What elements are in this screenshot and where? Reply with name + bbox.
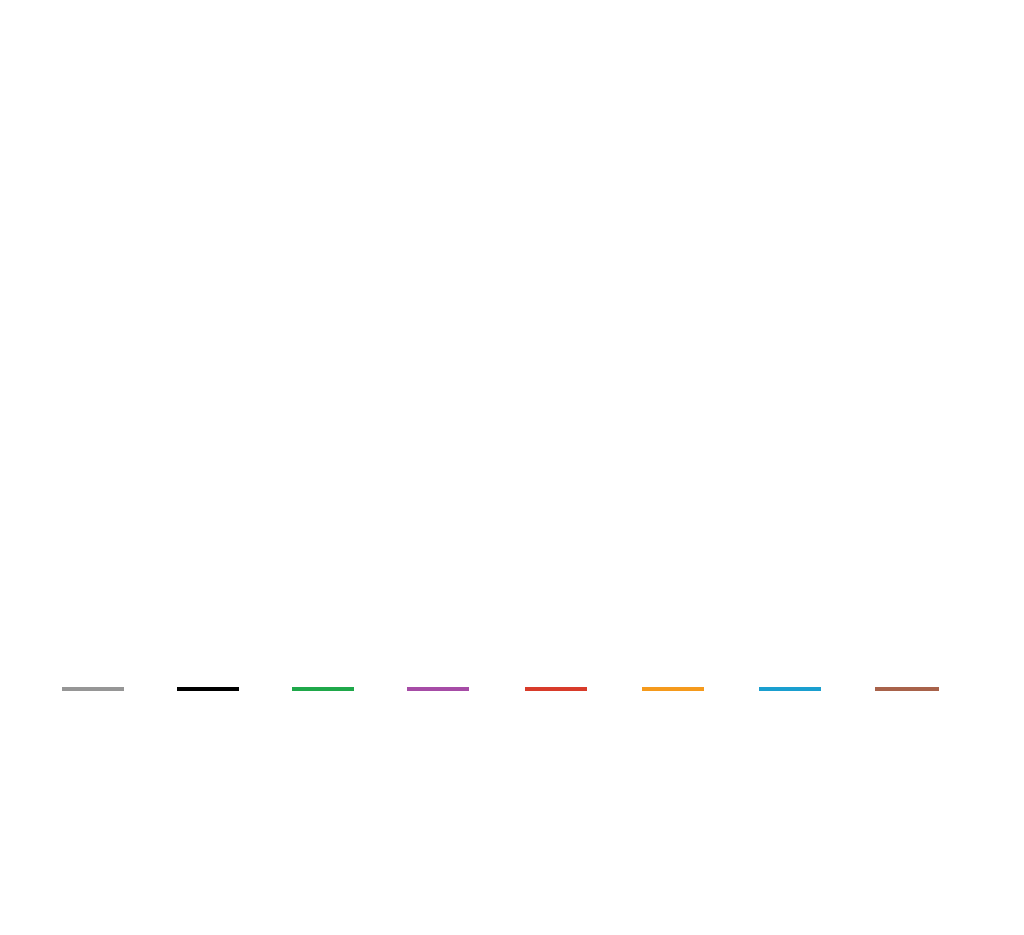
- legend-item: [62, 679, 172, 699]
- legend-item: [759, 679, 874, 699]
- legend-swatch: [62, 687, 124, 691]
- chart-legend: [62, 679, 992, 699]
- legend-item: [292, 679, 407, 699]
- legend-item: [177, 679, 292, 699]
- legend-swatch: [875, 687, 939, 691]
- legend-item: [407, 679, 522, 699]
- legend-swatch: [177, 687, 239, 691]
- legend-swatch: [525, 687, 587, 691]
- legend-swatch: [759, 687, 821, 691]
- legend-item: [642, 679, 757, 699]
- legend-item: [525, 679, 640, 699]
- legend-swatch: [407, 687, 469, 691]
- legend-item: [875, 679, 992, 699]
- legend-swatch: [292, 687, 354, 691]
- legend-swatch: [642, 687, 704, 691]
